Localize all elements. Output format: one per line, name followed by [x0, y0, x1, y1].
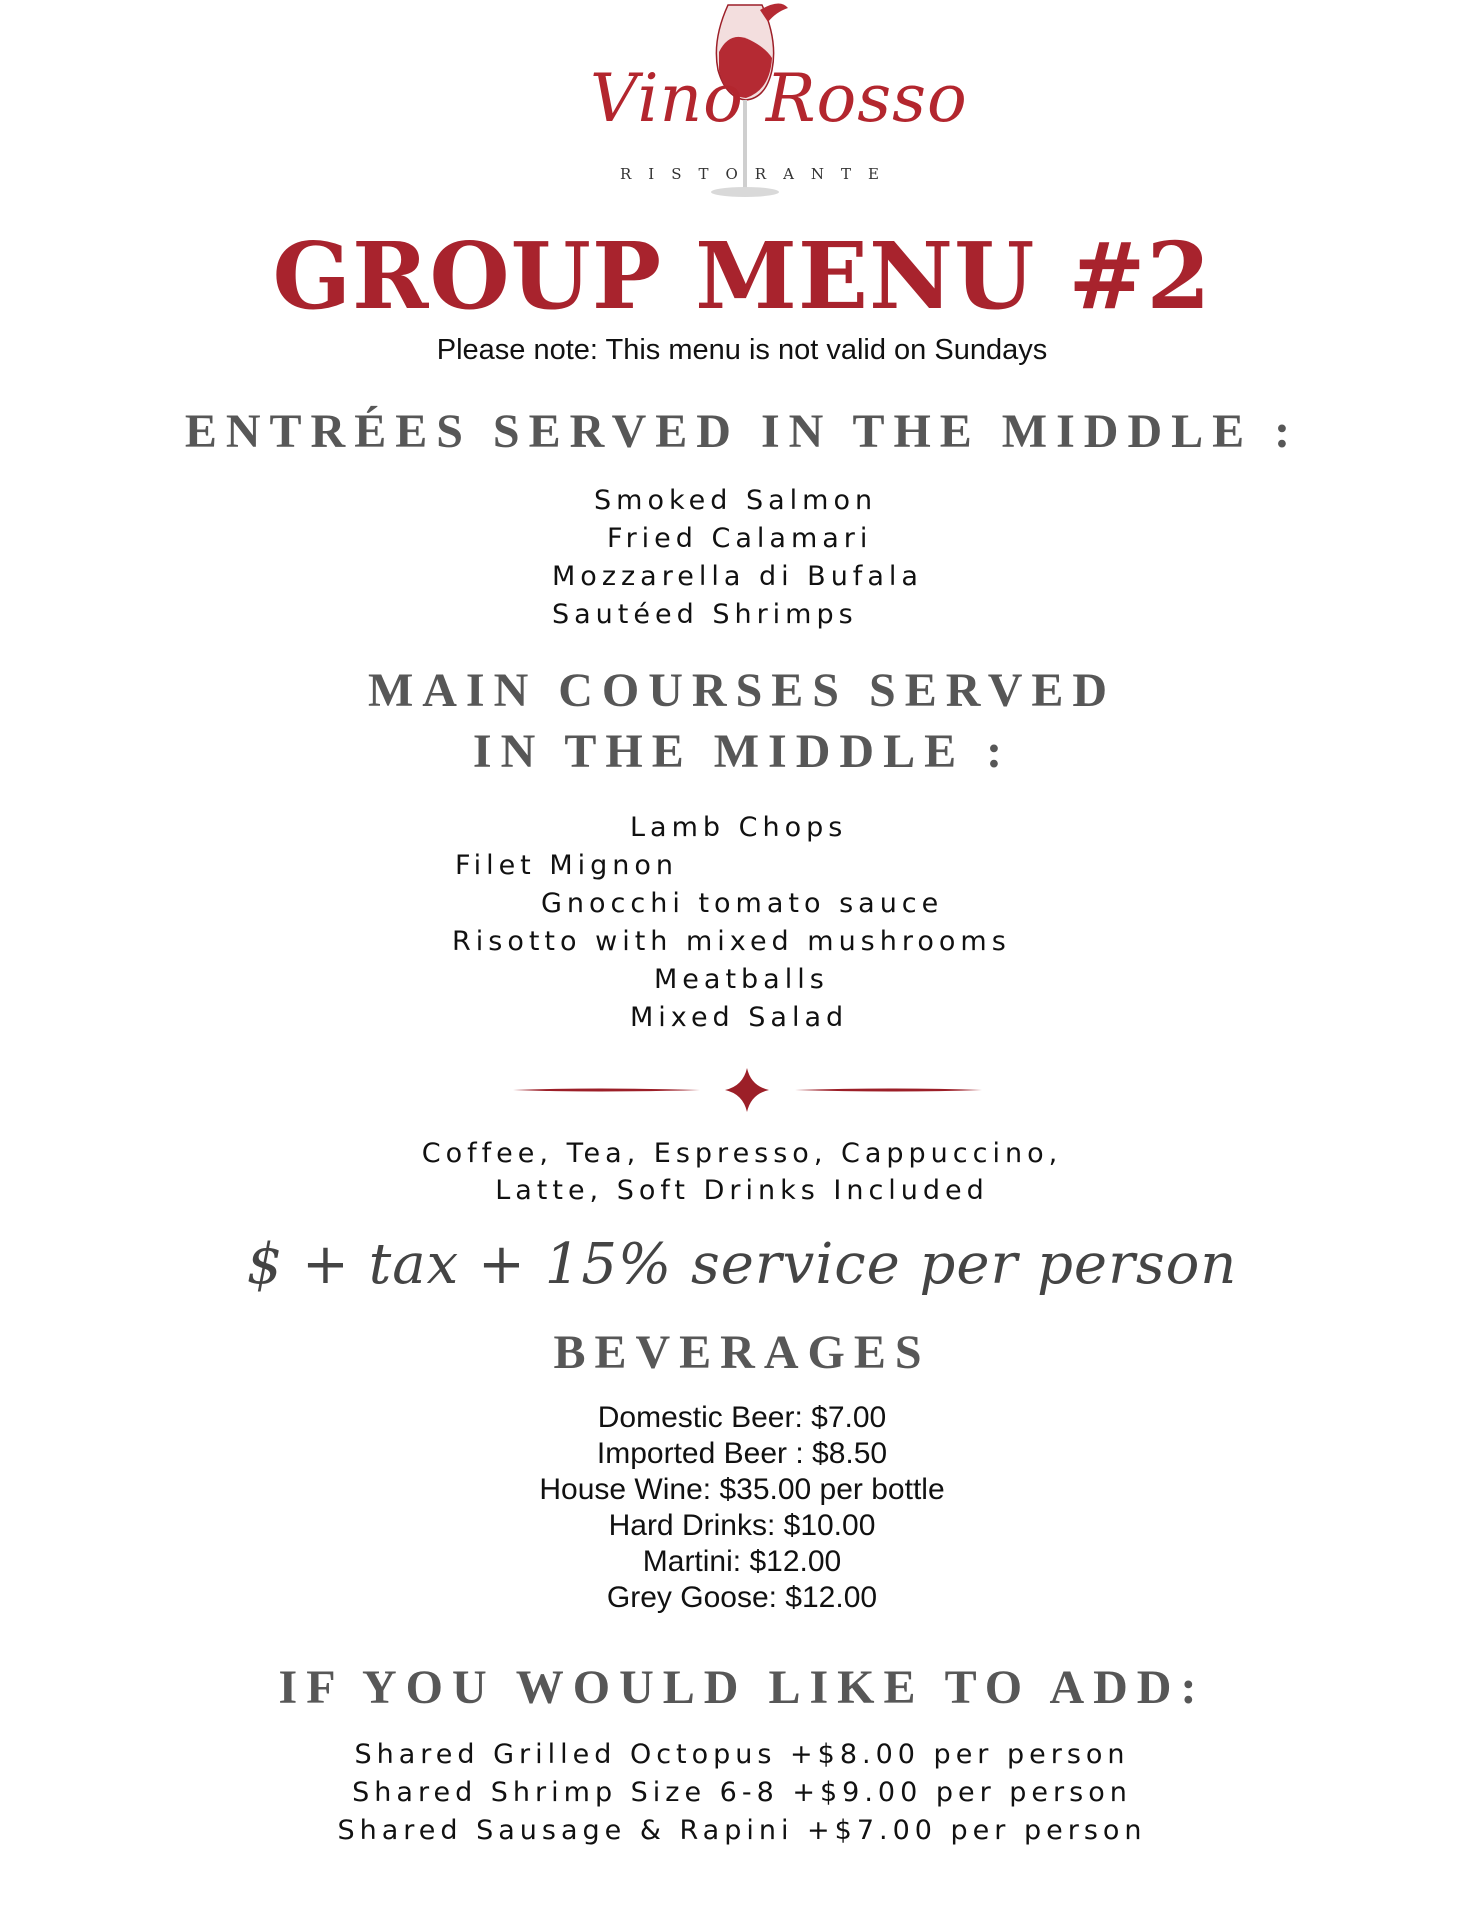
add-ons-heading: IF YOU WOULD LIKE TO ADD: — [278, 1661, 1206, 1714]
price-note: $ + tax + 15% service per person — [246, 1232, 1238, 1297]
sunday-note: Please note: This menu is not valid on Sundays — [436, 334, 1048, 366]
included-drinks-line1: Coffee, Tea, Espresso, Cappuccino, — [421, 1138, 1063, 1169]
logo-subtitle: RISTORANTE — [620, 165, 897, 183]
main-courses-heading-line1: MAIN COURSES SERVED — [367, 664, 1117, 717]
entree-item: Fried Calamari — [607, 523, 873, 554]
page-title: GROUP MENU #2 — [272, 222, 1212, 330]
beverage-item: Domestic Beer: $7.00 — [597, 1401, 887, 1434]
entree-item: Sautéed Shrimps — [552, 599, 858, 630]
logo-name: Vino Rosso — [590, 60, 968, 137]
main-course-item: Mixed Salad — [630, 1002, 849, 1033]
four-point-star-icon — [725, 1068, 769, 1112]
section-divider — [510, 1065, 985, 1115]
add-on-item: Shared Shrimp Size 6-8 +$9.00 per person — [352, 1777, 1132, 1808]
beverage-item: Imported Beer : $8.50 — [596, 1437, 888, 1470]
main-course-item: Filet Mignon — [455, 850, 679, 881]
beverage-item: Grey Goose: $12.00 — [606, 1581, 878, 1614]
entree-item: Mozzarella di Bufala — [552, 561, 923, 592]
add-on-item: Shared Sausage & Rapini +$7.00 per person — [337, 1815, 1147, 1846]
main-course-item: Meatballs — [654, 964, 829, 995]
main-course-item: Lamb Chops — [630, 812, 848, 843]
main-course-item: Gnocchi tomato sauce — [541, 888, 944, 919]
beverage-item: Martini: $12.00 — [642, 1545, 842, 1578]
beverages-heading: BEVERAGES — [553, 1326, 931, 1379]
entree-item: Smoked Salmon — [594, 485, 878, 516]
main-courses-heading-line2: IN THE MIDDLE : — [472, 725, 1012, 778]
beverage-item: Hard Drinks: $10.00 — [608, 1509, 876, 1542]
beverage-item: House Wine: $35.00 per bottle — [539, 1473, 945, 1506]
add-on-item: Shared Grilled Octopus +$8.00 per person — [354, 1739, 1130, 1770]
main-course-item: Risotto with mixed mushrooms — [452, 926, 1011, 957]
restaurant-logo — [590, 0, 968, 205]
entrees-heading: ENTRÉES SERVED IN THE MIDDLE : — [184, 405, 1300, 458]
included-drinks-line2: Latte, Soft Drinks Included — [495, 1175, 989, 1206]
